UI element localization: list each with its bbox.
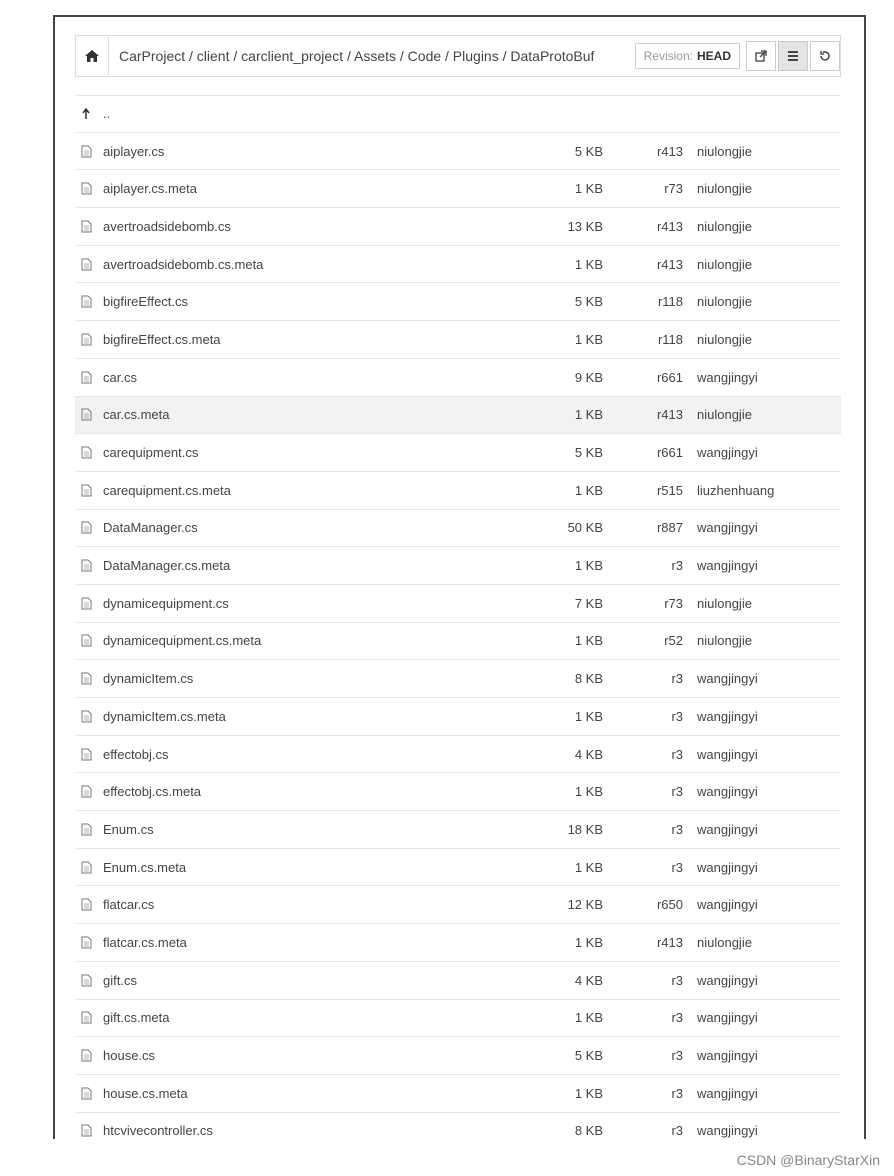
file-revision[interactable]: r413 [656,407,683,423]
file-row[interactable] [75,397,841,435]
file-row[interactable] [75,924,841,962]
file-icon [81,333,103,346]
file-name[interactable]: dynamicequipment.cs.meta [103,633,262,649]
file-revision[interactable]: r650 [656,897,683,913]
file-revision[interactable]: r3 [671,1085,683,1101]
file-size: 1 KB [574,1010,603,1026]
file-row[interactable] [75,623,841,661]
file-name[interactable]: aiplayer.cs [103,143,165,159]
file-icon [81,936,103,949]
file-size: 4 KB [574,972,603,988]
file-list [75,95,841,1139]
file-size: 9 KB [574,369,603,385]
file-revision[interactable]: r3 [671,972,683,988]
file-icon [81,371,103,384]
file-size: 7 KB [574,595,603,611]
file-icon [81,521,103,534]
file-revision[interactable]: r3 [671,558,683,574]
breadcrumb-bar [75,35,841,77]
file-name[interactable]: DataManager.cs.meta [103,558,231,574]
file-row[interactable] [75,585,841,623]
file-name[interactable]: carequipment.cs [103,445,199,461]
file-icon [81,898,103,911]
file-size: 8 KB [574,671,603,687]
file-author: niulongjie [697,934,752,950]
file-revision[interactable]: r3 [671,859,683,875]
file-author: wangjingyi [697,1048,758,1064]
file-icon [81,559,103,572]
file-size: 18 KB [567,821,603,837]
file-revision[interactable]: r3 [671,746,683,762]
file-icon [81,1049,103,1062]
file-author: wangjingyi [697,1123,758,1139]
file-author: wangjingyi [697,1010,758,1026]
file-size: 1 KB [574,708,603,724]
file-row[interactable] [75,962,841,1000]
watermark: CSDN @BinaryStarXin [736,1152,880,1168]
file-size: 12 KB [567,897,603,913]
file-revision[interactable]: r3 [671,708,683,724]
file-row[interactable] [75,472,841,510]
file-name[interactable]: house.cs [103,1048,156,1064]
file-size: 5 KB [574,294,603,310]
file-revision[interactable]: r3 [671,1010,683,1026]
file-size: 1 KB [574,784,603,800]
file-row[interactable] [75,510,841,548]
file-size: 1 KB [574,934,603,950]
file-icon [81,446,103,459]
file-author: niulongjie [697,595,752,611]
file-size: 1 KB [574,331,603,347]
file-revision[interactable]: r515 [656,482,683,498]
file-revision[interactable]: r887 [656,520,683,536]
file-name[interactable]: avertroadsidebomb.cs [103,218,231,234]
file-icon [81,748,103,761]
file-revision[interactable]: r3 [671,1048,683,1064]
file-size: 5 KB [574,445,603,461]
parent-directory-row[interactable] [75,95,841,133]
file-author: wangjingyi [697,369,758,385]
file-icon [81,597,103,610]
file-row[interactable] [75,736,841,774]
file-revision[interactable]: r661 [656,445,683,461]
list-icon [787,50,799,62]
file-size: 1 KB [574,1085,603,1101]
file-icon [81,295,103,308]
file-name[interactable]: dynamicItem.cs [103,671,194,687]
file-icon [81,182,103,195]
file-revision[interactable]: r52 [664,633,683,649]
file-author: niulongjie [697,294,752,310]
file-name[interactable]: avertroadsidebomb.cs.meta [103,256,264,272]
file-author: niulongjie [697,181,752,197]
file-icon [81,1011,103,1024]
file-row[interactable] [75,434,841,472]
file-author: wangjingyi [697,558,758,574]
file-row[interactable] [75,1037,841,1075]
repository-browser [53,15,866,1139]
file-revision[interactable]: r3 [671,671,683,687]
open-external-button[interactable] [746,41,776,71]
file-author: wangjingyi [697,445,758,461]
file-row[interactable] [75,208,841,246]
file-row[interactable] [75,321,841,359]
file-size: 1 KB [574,256,603,272]
history-icon [819,50,831,62]
file-row[interactable] [75,246,841,284]
file-name[interactable]: bigfireEffect.cs.meta [103,331,221,347]
file-author: wangjingyi [697,859,758,875]
breadcrumb[interactable]: CarProject / client / carclient_project / Assets / Code / Plugins / DataProtoBuf [119,48,595,64]
parent-directory-label: .. [103,106,111,122]
file-size: 1 KB [574,558,603,574]
file-author: wangjingyi [697,708,758,724]
list-view-button[interactable] [778,41,808,71]
file-row[interactable] [75,359,841,397]
file-row[interactable] [75,170,841,208]
file-size: 5 KB [574,1048,603,1064]
file-size: 1 KB [574,181,603,197]
file-icon [81,785,103,798]
file-row[interactable] [75,133,841,171]
file-size: 1 KB [574,633,603,649]
home-icon[interactable] [76,36,109,76]
file-icon [81,974,103,987]
file-revision[interactable]: r661 [656,369,683,385]
external-link-icon [755,50,767,62]
file-name[interactable]: Enum.cs.meta [103,859,187,875]
file-row[interactable] [75,811,841,849]
file-size: 1 KB [574,482,603,498]
file-author: wangjingyi [697,821,758,837]
revision-value: HEAD [696,49,731,63]
file-name[interactable]: car.cs [103,369,137,385]
file-author: wangjingyi [697,784,758,800]
file-name[interactable]: Enum.cs [103,821,154,837]
file-author: niulongjie [697,143,752,159]
file-icon [81,672,103,685]
file-icon [81,220,103,233]
file-revision[interactable]: r118 [657,331,683,347]
file-icon [81,408,103,421]
file-author: wangjingyi [697,671,758,687]
file-name[interactable]: effectobj.cs [103,746,169,762]
file-size: 13 KB [567,218,603,234]
file-row[interactable] [75,849,841,887]
file-author: wangjingyi [697,746,758,762]
file-row[interactable] [75,1000,841,1038]
revision-selector[interactable] [635,43,740,69]
file-revision[interactable]: r413 [656,934,683,950]
file-name[interactable]: bigfireEffect.cs [103,294,189,310]
file-row[interactable] [75,547,841,585]
file-author: niulongjie [697,256,752,272]
file-name[interactable]: DataManager.cs [103,520,198,536]
file-name[interactable]: gift.cs [103,972,137,988]
file-revision[interactable]: r3 [671,784,683,800]
file-name[interactable]: dynamicItem.cs.meta [103,708,226,724]
file-revision[interactable]: r413 [656,143,683,159]
file-name[interactable]: house.cs.meta [103,1085,188,1101]
file-author: niulongjie [697,218,752,234]
file-size: 1 KB [574,407,603,423]
file-name[interactable]: flatcar.cs [103,897,155,913]
file-row[interactable] [75,1113,841,1139]
file-revision[interactable]: r3 [671,1123,683,1139]
file-author: wangjingyi [697,1085,758,1101]
file-size: 5 KB [574,143,603,159]
file-size: 8 KB [574,1123,603,1139]
file-size: 50 KB [567,520,603,536]
file-author: liuzhenhuang [697,482,775,498]
file-author: niulongjie [697,633,752,649]
file-author: niulongjie [697,407,752,423]
file-name[interactable]: flatcar.cs.meta [103,934,187,950]
file-size: 1 KB [574,859,603,875]
file-name[interactable]: carequipment.cs.meta [103,482,231,498]
file-icon [81,823,103,836]
file-icon [81,861,103,874]
file-name[interactable]: aiplayer.cs.meta [103,181,197,197]
file-name[interactable]: effectobj.cs.meta [103,784,202,800]
file-row[interactable] [75,1075,841,1113]
file-author: wangjingyi [697,972,758,988]
file-revision[interactable]: r118 [657,294,683,310]
file-author: niulongjie [697,331,752,347]
file-author: wangjingyi [697,897,758,913]
file-row[interactable] [75,283,841,321]
file-size: 4 KB [574,746,603,762]
file-icon [81,145,103,158]
file-revision[interactable]: r73 [664,181,683,197]
level-up-icon [81,108,103,120]
file-name[interactable]: car.cs.meta [103,407,170,423]
history-button[interactable] [810,41,840,71]
file-revision[interactable]: r413 [656,218,683,234]
revision-label: Revision: [643,49,693,63]
file-icon [81,1087,103,1100]
file-revision[interactable]: r3 [671,821,683,837]
file-icon [81,710,103,723]
file-icon [81,258,103,271]
file-row[interactable] [75,886,841,924]
file-row[interactable] [75,660,841,698]
file-name[interactable]: gift.cs.meta [103,1010,170,1026]
file-name[interactable]: dynamicequipment.cs [103,595,229,611]
file-row[interactable] [75,698,841,736]
file-name[interactable]: htcvivecontroller.cs [103,1123,213,1139]
file-icon [81,1124,103,1137]
file-author: wangjingyi [697,520,758,536]
file-icon [81,484,103,497]
file-row[interactable] [75,773,841,811]
file-revision[interactable]: r73 [664,595,683,611]
file-icon [81,634,103,647]
file-revision[interactable]: r413 [656,256,683,272]
